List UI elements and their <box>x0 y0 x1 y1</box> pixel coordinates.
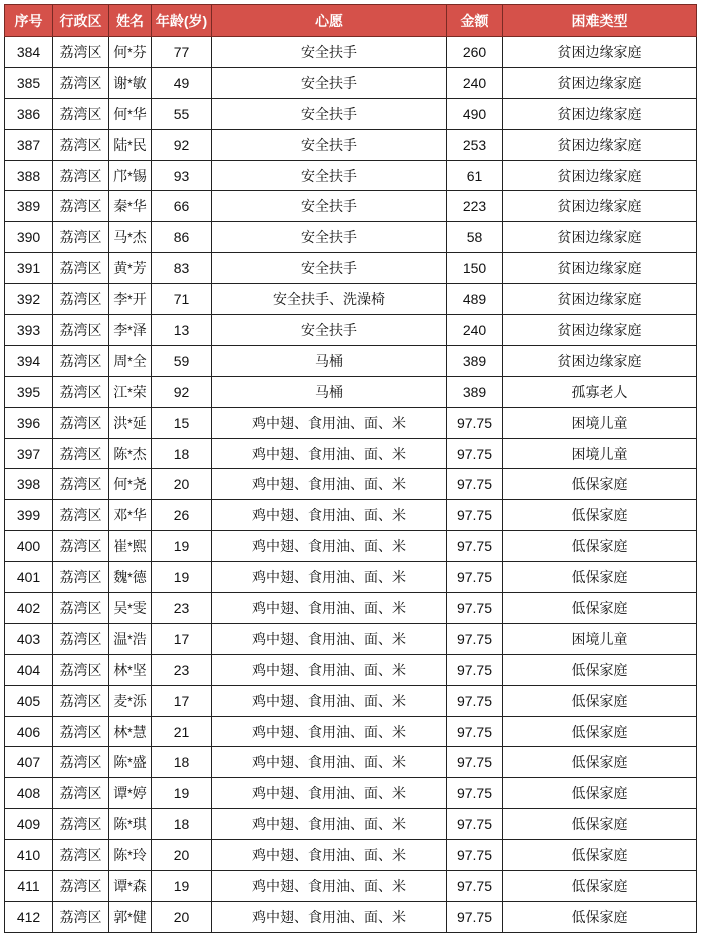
cell-serial-number: 385 <box>5 67 53 98</box>
cell-name: 谭*婷 <box>109 778 152 809</box>
cell-serial-number: 408 <box>5 778 53 809</box>
table-row <box>5 438 697 469</box>
cell-name: 林*坚 <box>109 654 152 685</box>
cell-amount: 58 <box>447 222 503 253</box>
cell-amount: 150 <box>447 253 503 284</box>
cell-name: 陈*杰 <box>109 438 152 469</box>
cell-district: 荔湾区 <box>53 531 109 562</box>
table-row <box>5 562 697 593</box>
cell-name: 陈*玲 <box>109 840 152 871</box>
cell-hardship-type: 困境儿童 <box>503 438 697 469</box>
cell-name: 崔*熙 <box>109 531 152 562</box>
cell-age: 21 <box>152 716 212 747</box>
cell-serial-number: 395 <box>5 376 53 407</box>
cell-amount: 97.75 <box>447 562 503 593</box>
cell-hardship-type: 低保家庭 <box>503 654 697 685</box>
cell-name: 江*荣 <box>109 376 152 407</box>
header-amount: 金额 <box>447 5 503 37</box>
cell-name: 麦*泺 <box>109 685 152 716</box>
table-row <box>5 407 697 438</box>
cell-wish: 安全扶手 <box>212 253 447 284</box>
cell-district: 荔湾区 <box>53 685 109 716</box>
cell-age: 19 <box>152 871 212 902</box>
cell-wish: 马桶 <box>212 376 447 407</box>
cell-name: 郭*健 <box>109 901 152 932</box>
cell-district: 荔湾区 <box>53 222 109 253</box>
cell-serial-number: 399 <box>5 500 53 531</box>
table-body <box>5 37 697 933</box>
cell-district: 荔湾区 <box>53 191 109 222</box>
cell-name: 何*尧 <box>109 469 152 500</box>
header-age: 年龄(岁) <box>152 5 212 37</box>
cell-serial-number: 407 <box>5 747 53 778</box>
cell-serial-number: 405 <box>5 685 53 716</box>
table-row <box>5 469 697 500</box>
cell-serial-number: 402 <box>5 593 53 624</box>
cell-name: 秦*华 <box>109 191 152 222</box>
cell-serial-number: 411 <box>5 871 53 902</box>
table-row <box>5 376 697 407</box>
cell-wish: 鸡中翅、食用油、面、米 <box>212 840 447 871</box>
table-row <box>5 191 697 222</box>
cell-wish: 鸡中翅、食用油、面、米 <box>212 623 447 654</box>
cell-hardship-type: 低保家庭 <box>503 500 697 531</box>
cell-serial-number: 394 <box>5 345 53 376</box>
cell-amount: 97.75 <box>447 593 503 624</box>
cell-hardship-type: 低保家庭 <box>503 809 697 840</box>
table-row <box>5 871 697 902</box>
cell-serial-number: 400 <box>5 531 53 562</box>
cell-district: 荔湾区 <box>53 500 109 531</box>
cell-amount: 389 <box>447 376 503 407</box>
cell-hardship-type: 贫困边缘家庭 <box>503 67 697 98</box>
table-row <box>5 685 697 716</box>
cell-district: 荔湾区 <box>53 438 109 469</box>
cell-wish: 鸡中翅、食用油、面、米 <box>212 500 447 531</box>
cell-hardship-type: 贫困边缘家庭 <box>503 160 697 191</box>
cell-hardship-type: 低保家庭 <box>503 562 697 593</box>
cell-serial-number: 393 <box>5 315 53 346</box>
cell-district: 荔湾区 <box>53 562 109 593</box>
cell-amount: 97.75 <box>447 685 503 716</box>
cell-wish: 鸡中翅、食用油、面、米 <box>212 469 447 500</box>
cell-amount: 97.75 <box>447 407 503 438</box>
cell-name: 周*全 <box>109 345 152 376</box>
cell-hardship-type: 贫困边缘家庭 <box>503 345 697 376</box>
cell-age: 15 <box>152 407 212 438</box>
cell-district: 荔湾区 <box>53 901 109 932</box>
cell-hardship-type: 低保家庭 <box>503 840 697 871</box>
cell-hardship-type: 低保家庭 <box>503 593 697 624</box>
cell-wish: 鸡中翅、食用油、面、米 <box>212 562 447 593</box>
cell-age: 20 <box>152 901 212 932</box>
cell-age: 18 <box>152 747 212 778</box>
cell-age: 26 <box>152 500 212 531</box>
cell-hardship-type: 贫困边缘家庭 <box>503 129 697 160</box>
cell-wish: 安全扶手 <box>212 98 447 129</box>
cell-name: 魏*德 <box>109 562 152 593</box>
cell-serial-number: 401 <box>5 562 53 593</box>
cell-age: 18 <box>152 438 212 469</box>
cell-amount: 490 <box>447 98 503 129</box>
cell-hardship-type: 低保家庭 <box>503 901 697 932</box>
cell-age: 17 <box>152 623 212 654</box>
wish-list-table <box>4 4 697 933</box>
header-row <box>5 5 697 37</box>
cell-age: 71 <box>152 284 212 315</box>
cell-name: 何*芬 <box>109 37 152 68</box>
header-wish: 心愿 <box>212 5 447 37</box>
cell-name: 陈*琪 <box>109 809 152 840</box>
header-district: 行政区 <box>53 5 109 37</box>
cell-wish: 安全扶手 <box>212 222 447 253</box>
cell-hardship-type: 低保家庭 <box>503 469 697 500</box>
cell-wish: 鸡中翅、食用油、面、米 <box>212 871 447 902</box>
cell-wish: 安全扶手 <box>212 315 447 346</box>
cell-amount: 61 <box>447 160 503 191</box>
cell-amount: 253 <box>447 129 503 160</box>
cell-wish: 鸡中翅、食用油、面、米 <box>212 778 447 809</box>
cell-serial-number: 386 <box>5 98 53 129</box>
cell-age: 20 <box>152 469 212 500</box>
cell-wish: 安全扶手 <box>212 129 447 160</box>
cell-serial-number: 397 <box>5 438 53 469</box>
cell-serial-number: 412 <box>5 901 53 932</box>
cell-serial-number: 398 <box>5 469 53 500</box>
header-serial-number: 序号 <box>5 5 53 37</box>
cell-wish: 鸡中翅、食用油、面、米 <box>212 747 447 778</box>
cell-district: 荔湾区 <box>53 747 109 778</box>
cell-serial-number: 388 <box>5 160 53 191</box>
table-row <box>5 160 697 191</box>
cell-serial-number: 391 <box>5 253 53 284</box>
cell-serial-number: 384 <box>5 37 53 68</box>
cell-amount: 97.75 <box>447 747 503 778</box>
cell-serial-number: 389 <box>5 191 53 222</box>
cell-hardship-type: 低保家庭 <box>503 778 697 809</box>
table-row <box>5 284 697 315</box>
cell-district: 荔湾区 <box>53 160 109 191</box>
cell-wish: 鸡中翅、食用油、面、米 <box>212 654 447 685</box>
cell-amount: 97.75 <box>447 716 503 747</box>
cell-age: 49 <box>152 67 212 98</box>
cell-serial-number: 403 <box>5 623 53 654</box>
cell-wish: 鸡中翅、食用油、面、米 <box>212 407 447 438</box>
table-row <box>5 623 697 654</box>
table-row <box>5 67 697 98</box>
cell-name: 马*杰 <box>109 222 152 253</box>
table-row <box>5 253 697 284</box>
cell-amount: 97.75 <box>447 901 503 932</box>
cell-age: 23 <box>152 593 212 624</box>
cell-age: 77 <box>152 37 212 68</box>
cell-serial-number: 409 <box>5 809 53 840</box>
cell-amount: 97.75 <box>447 469 503 500</box>
cell-age: 17 <box>152 685 212 716</box>
cell-name: 陆*民 <box>109 129 152 160</box>
table-row <box>5 716 697 747</box>
cell-age: 66 <box>152 191 212 222</box>
cell-name: 谢*敏 <box>109 67 152 98</box>
table-row <box>5 129 697 160</box>
cell-hardship-type: 贫困边缘家庭 <box>503 253 697 284</box>
cell-district: 荔湾区 <box>53 284 109 315</box>
cell-district: 荔湾区 <box>53 345 109 376</box>
table-row <box>5 654 697 685</box>
cell-hardship-type: 贫困边缘家庭 <box>503 222 697 253</box>
cell-age: 20 <box>152 840 212 871</box>
cell-name: 洪*延 <box>109 407 152 438</box>
cell-amount: 97.75 <box>447 500 503 531</box>
table-row <box>5 345 697 376</box>
cell-name: 黄*芳 <box>109 253 152 284</box>
cell-hardship-type: 低保家庭 <box>503 747 697 778</box>
cell-age: 92 <box>152 376 212 407</box>
cell-wish: 鸡中翅、食用油、面、米 <box>212 901 447 932</box>
cell-age: 92 <box>152 129 212 160</box>
document-page <box>4 4 697 933</box>
cell-wish: 鸡中翅、食用油、面、米 <box>212 593 447 624</box>
cell-serial-number: 387 <box>5 129 53 160</box>
cell-wish: 安全扶手 <box>212 67 447 98</box>
cell-name: 李*泽 <box>109 315 152 346</box>
header-hardship-type: 困难类型 <box>503 5 697 37</box>
cell-amount: 97.75 <box>447 840 503 871</box>
cell-hardship-type: 困境儿童 <box>503 623 697 654</box>
cell-district: 荔湾区 <box>53 716 109 747</box>
cell-district: 荔湾区 <box>53 129 109 160</box>
cell-wish: 鸡中翅、食用油、面、米 <box>212 685 447 716</box>
cell-age: 13 <box>152 315 212 346</box>
cell-wish: 安全扶手 <box>212 191 447 222</box>
cell-district: 荔湾区 <box>53 376 109 407</box>
cell-hardship-type: 低保家庭 <box>503 871 697 902</box>
cell-hardship-type: 低保家庭 <box>503 531 697 562</box>
cell-district: 荔湾区 <box>53 67 109 98</box>
cell-age: 19 <box>152 778 212 809</box>
table-row <box>5 840 697 871</box>
cell-hardship-type: 孤寡老人 <box>503 376 697 407</box>
cell-district: 荔湾区 <box>53 840 109 871</box>
cell-amount: 223 <box>447 191 503 222</box>
cell-age: 18 <box>152 809 212 840</box>
header-name: 姓名 <box>109 5 152 37</box>
cell-district: 荔湾区 <box>53 778 109 809</box>
cell-name: 邝*锡 <box>109 160 152 191</box>
table-row <box>5 37 697 68</box>
cell-serial-number: 392 <box>5 284 53 315</box>
cell-age: 23 <box>152 654 212 685</box>
cell-amount: 97.75 <box>447 809 503 840</box>
cell-district: 荔湾区 <box>53 37 109 68</box>
cell-district: 荔湾区 <box>53 315 109 346</box>
table-header <box>5 5 697 37</box>
cell-serial-number: 406 <box>5 716 53 747</box>
cell-name: 谭*森 <box>109 871 152 902</box>
table-row <box>5 531 697 562</box>
table-row <box>5 500 697 531</box>
cell-district: 荔湾区 <box>53 253 109 284</box>
cell-hardship-type: 低保家庭 <box>503 716 697 747</box>
cell-hardship-type: 贫困边缘家庭 <box>503 191 697 222</box>
cell-hardship-type: 低保家庭 <box>503 685 697 716</box>
cell-age: 19 <box>152 562 212 593</box>
cell-hardship-type: 困境儿童 <box>503 407 697 438</box>
cell-amount: 97.75 <box>447 871 503 902</box>
cell-hardship-type: 贫困边缘家庭 <box>503 37 697 68</box>
cell-amount: 240 <box>447 315 503 346</box>
table-row <box>5 315 697 346</box>
cell-name: 温*浩 <box>109 623 152 654</box>
cell-district: 荔湾区 <box>53 623 109 654</box>
cell-wish: 安全扶手、洗澡椅 <box>212 284 447 315</box>
cell-name: 林*慧 <box>109 716 152 747</box>
cell-wish: 鸡中翅、食用油、面、米 <box>212 438 447 469</box>
cell-wish: 鸡中翅、食用油、面、米 <box>212 809 447 840</box>
cell-amount: 97.75 <box>447 438 503 469</box>
cell-serial-number: 390 <box>5 222 53 253</box>
cell-age: 55 <box>152 98 212 129</box>
cell-district: 荔湾区 <box>53 407 109 438</box>
cell-wish: 鸡中翅、食用油、面、米 <box>212 716 447 747</box>
cell-hardship-type: 贫困边缘家庭 <box>503 284 697 315</box>
cell-wish: 马桶 <box>212 345 447 376</box>
cell-hardship-type: 贫困边缘家庭 <box>503 98 697 129</box>
cell-district: 荔湾区 <box>53 98 109 129</box>
cell-amount: 240 <box>447 67 503 98</box>
cell-district: 荔湾区 <box>53 871 109 902</box>
table-row <box>5 222 697 253</box>
table-row <box>5 98 697 129</box>
table-row <box>5 747 697 778</box>
cell-amount: 97.75 <box>447 531 503 562</box>
cell-age: 83 <box>152 253 212 284</box>
cell-name: 陈*盛 <box>109 747 152 778</box>
cell-name: 何*华 <box>109 98 152 129</box>
cell-district: 荔湾区 <box>53 469 109 500</box>
cell-amount: 489 <box>447 284 503 315</box>
cell-age: 93 <box>152 160 212 191</box>
table-row <box>5 901 697 932</box>
table-row <box>5 778 697 809</box>
cell-wish: 安全扶手 <box>212 160 447 191</box>
cell-age: 59 <box>152 345 212 376</box>
cell-amount: 97.75 <box>447 623 503 654</box>
cell-district: 荔湾区 <box>53 654 109 685</box>
cell-hardship-type: 贫困边缘家庭 <box>503 315 697 346</box>
cell-amount: 97.75 <box>447 654 503 685</box>
cell-wish: 安全扶手 <box>212 37 447 68</box>
cell-name: 邓*华 <box>109 500 152 531</box>
table-row <box>5 593 697 624</box>
table-row <box>5 809 697 840</box>
cell-amount: 260 <box>447 37 503 68</box>
cell-amount: 389 <box>447 345 503 376</box>
cell-name: 吴*雯 <box>109 593 152 624</box>
cell-age: 86 <box>152 222 212 253</box>
cell-serial-number: 410 <box>5 840 53 871</box>
cell-wish: 鸡中翅、食用油、面、米 <box>212 531 447 562</box>
cell-name: 李*开 <box>109 284 152 315</box>
cell-serial-number: 396 <box>5 407 53 438</box>
cell-district: 荔湾区 <box>53 809 109 840</box>
cell-age: 19 <box>152 531 212 562</box>
cell-district: 荔湾区 <box>53 593 109 624</box>
cell-serial-number: 404 <box>5 654 53 685</box>
cell-amount: 97.75 <box>447 778 503 809</box>
